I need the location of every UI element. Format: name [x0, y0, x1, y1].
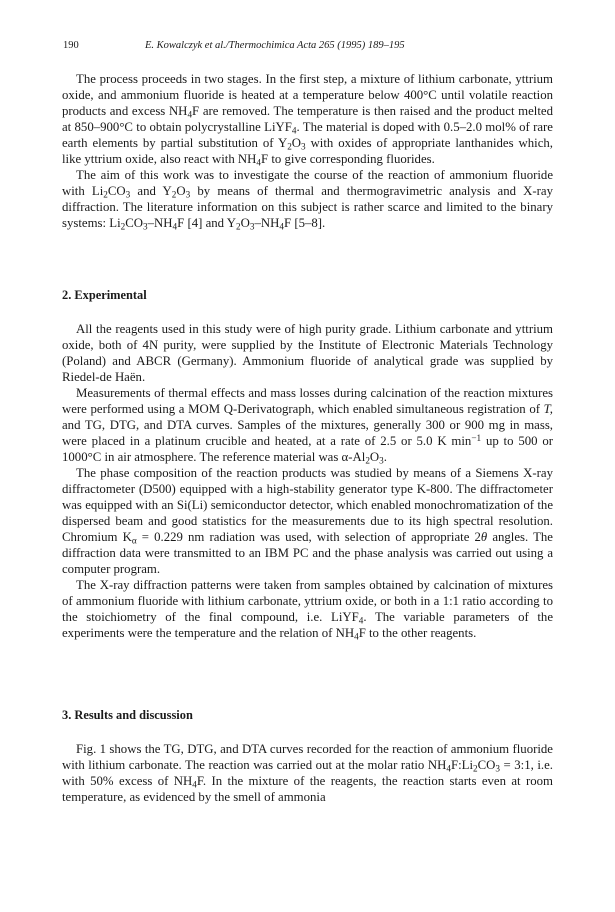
experimental-paragraph-2: Measurements of thermal effects and mass losses during calcination of the reaction mixtures were performed using a MOM Q-Derivatograph, which enabled simultaneous registration of T, and TG, DTG, and DTA curves. Samples of the mixtures, generally 300 or 900 mg in mass, were placed in a platinum crucible and heated, at a rate of 2.5 or 5.0 K $\min^{-1}$ up to 500 or 1000°C in air atmosphere. The reference material was $\alpha-Al_2O_3$. — [62, 386, 554, 466]
intro-paragraph-2: The aim of this work was to investigate the course of the reaction of ammonium fluoride with $Li_2CO_3$ and $Y_2O_3$ by means of thermal and thermogravimetric analysis and X-ray diffraction. The literature information on this subject is rather scarce and limited to the binary systems: $Li_2CO_3-NH_4F$ [4] and $Y_2O_3-NH_4F$ [5–8]. — [62, 168, 553, 232]
section-heading-results: 3. Results and discussion — [62, 708, 193, 722]
page-number: 190 — [63, 40, 79, 51]
results-paragraph-1: Fig. 1 shows the TG, DTG, and DTA curves recorded for the reaction of ammonium fluoride with lithium carbonate. The reaction was carried out at the molar ratio $NH_4F:Li_2CO_3$ = 3:1, i.e. with 50% excess of $NH_4F$. In the mixture of the reagents, the reaction starts even at room temperature, as evidenced by the smell of ammonia — [62, 742, 553, 804]
experimental-paragraph-1: All the reagents used in this study were of high purity grade. Lithium carbonate and yttrium oxide, both of 4N purity, were supplied by the Institute of Electronic Materials Technology (Poland) and ABCR (Germany). Ammonium fluoride of analytical grade was supplied by Riedel-de Haën. — [62, 322, 553, 384]
journal-reference: E. Kowalczyk et al./Thermochimica Acta 265 (1995) 189–195 — [145, 40, 405, 51]
results-section — [62, 741, 553, 805]
experimental-section — [62, 321, 553, 641]
experimental-paragraph-4: The X-ray diffraction patterns were taken from samples obtained by calcination of mixtures of ammonium fluoride with lithium carbonate, yttrium oxide, or both in a 1:1 ratio according to the stoichiometry of the final compound, i.e. LiYF$_4$. The variable parameters of the experiments were the temperature and the relation of $NH_4F$ to the other reagents. — [62, 578, 553, 642]
intro-paragraph-1: The process proceeds in two stages. In the first step, a mixture of lithium carbonate, yttrium oxide, and ammonium fluoride is heated at a temperature below 400°C until volatile reaction products and excess $NH_4F$ are removed. The temperature is then raised and the product melted at 850–900°C to obtain polycrystalline LiYF$_4$. The material is doped with 0.5–2.0 mol% of rare earth elements by partial substitution of $Y_2O_3$ with oxides of appropriate lanthanides which, like yttrium oxide, also react with $NH_4F$ to give corresponding fluorides. — [62, 72, 553, 168]
section-heading-experimental: 2. Experimental — [62, 288, 147, 302]
introduction-section — [62, 71, 553, 231]
experimental-paragraph-3: The phase composition of the reaction products was studied by means of a Siemens X-ray diffractometer (D500) equipped with a high-stability generator type K-800. The diffractometer was equipped with an Si(Li) semiconductor detector, which enabled monochromatization of the dispersed beam and good statistics for the measurements due to its high spectral resolution. Chromium $K_\alpha = 0.229$ nm radiation was used, with selection of appropriate 2θ angles. The diffraction data were transmitted to an IBM PC and the phase analysis was carried out using a computer program. — [62, 466, 553, 576]
